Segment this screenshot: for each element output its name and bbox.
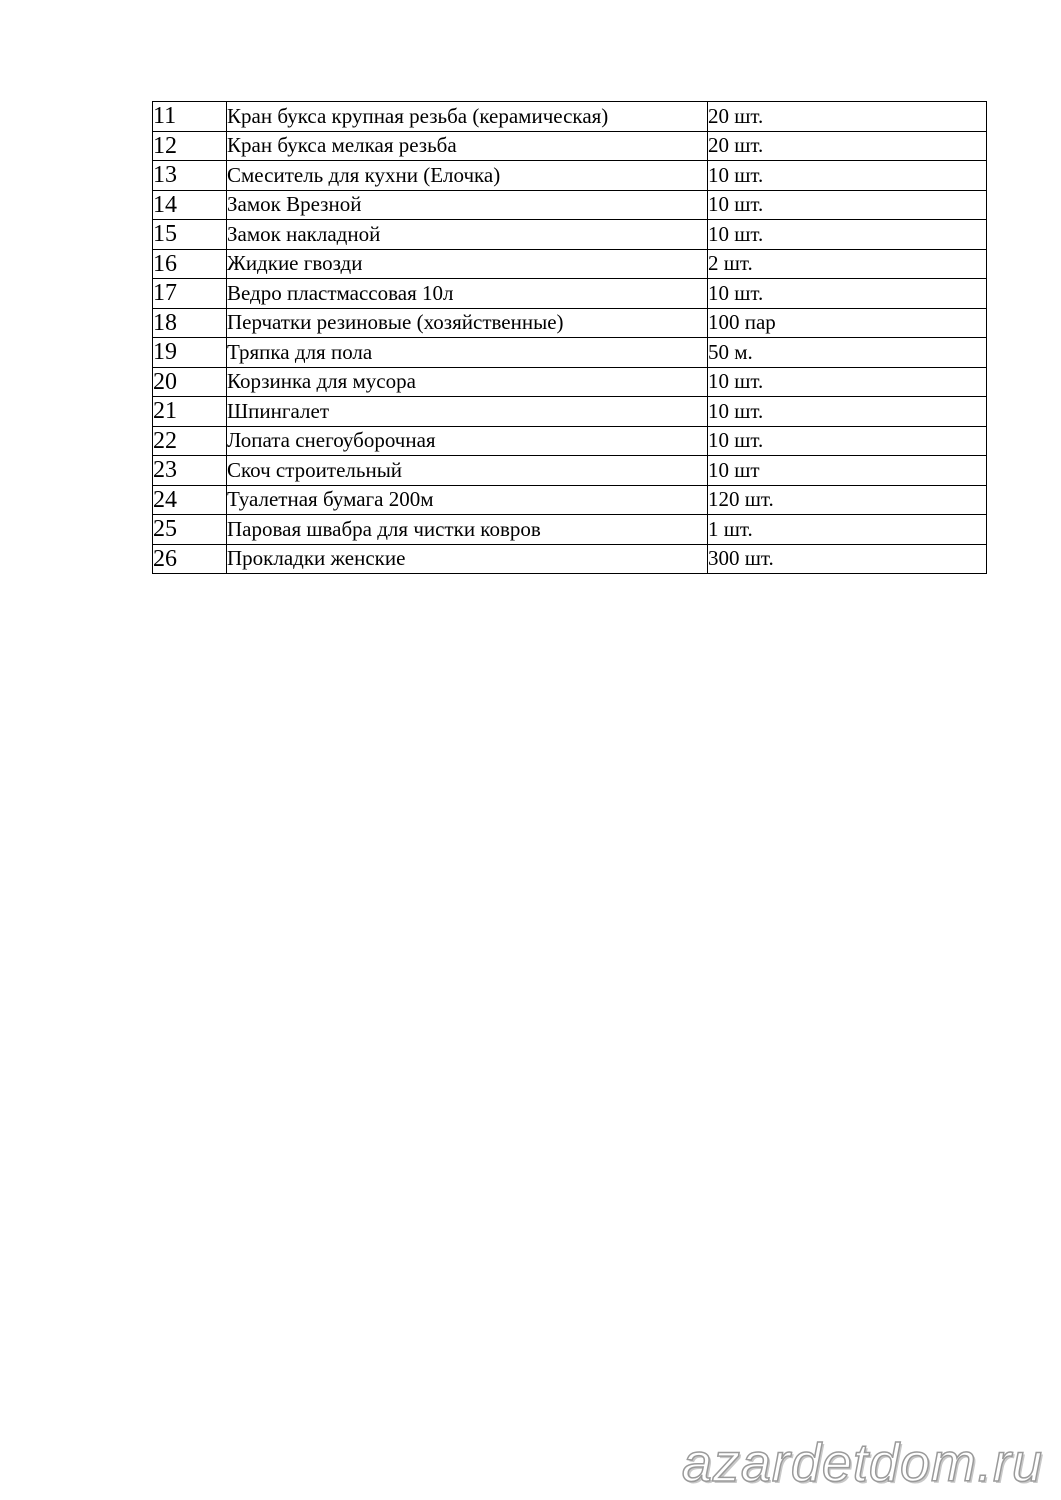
item-name: Тряпка для пола [227, 338, 708, 368]
item-quantity: 300 шт. [708, 544, 987, 574]
item-quantity: 50 м. [708, 338, 987, 368]
row-number: 19 [153, 338, 227, 368]
row-number: 16 [153, 249, 227, 279]
item-quantity: 1 шт. [708, 515, 987, 545]
supplies-table-body [153, 102, 987, 574]
item-quantity: 10 шт. [708, 161, 987, 191]
table-row [153, 338, 987, 368]
table-row [153, 544, 987, 574]
item-name: Замок Врезной [227, 190, 708, 220]
row-number: 18 [153, 308, 227, 338]
row-number: 26 [153, 544, 227, 574]
item-name: Жидкие гвозди [227, 249, 708, 279]
item-name: Лопата снегоуборочная [227, 426, 708, 456]
row-number: 14 [153, 190, 227, 220]
table-row [153, 249, 987, 279]
table-row [153, 397, 987, 427]
item-name: Туалетная бумага 200м [227, 485, 708, 515]
item-quantity: 10 шт. [708, 279, 987, 309]
row-number: 21 [153, 397, 227, 427]
table-row [153, 190, 987, 220]
table-row [153, 279, 987, 309]
item-name: Замок накладной [227, 220, 708, 250]
item-quantity: 100 пар [708, 308, 987, 338]
item-quantity: 10 шт. [708, 190, 987, 220]
item-quantity: 10 шт [708, 456, 987, 486]
row-number: 15 [153, 220, 227, 250]
row-number: 23 [153, 456, 227, 486]
item-name: Скоч строительный [227, 456, 708, 486]
table-row [153, 456, 987, 486]
item-name: Перчатки резиновые (хозяйственные) [227, 308, 708, 338]
item-quantity: 10 шт. [708, 367, 987, 397]
item-name: Шпингалет [227, 397, 708, 427]
item-name: Паровая швабра для чистки ковров [227, 515, 708, 545]
row-number: 20 [153, 367, 227, 397]
item-quantity: 2 шт. [708, 249, 987, 279]
table-row [153, 485, 987, 515]
table-row [153, 161, 987, 191]
item-quantity: 10 шт. [708, 220, 987, 250]
table-row [153, 220, 987, 250]
item-name: Кран букса крупная резьба (керамическая) [227, 102, 708, 132]
row-number: 24 [153, 485, 227, 515]
table-row [153, 426, 987, 456]
row-number: 17 [153, 279, 227, 309]
row-number: 25 [153, 515, 227, 545]
supplies-table [152, 101, 987, 574]
item-quantity: 10 шт. [708, 397, 987, 427]
row-number: 22 [153, 426, 227, 456]
item-quantity: 120 шт. [708, 485, 987, 515]
table-row [153, 308, 987, 338]
row-number: 11 [153, 102, 227, 132]
item-quantity: 20 шт. [708, 102, 987, 132]
site-watermark: azardetdom.ru [681, 1433, 1043, 1493]
table-row [153, 102, 987, 132]
item-name: Смеситель для кухни (Елочка) [227, 161, 708, 191]
item-quantity: 10 шт. [708, 426, 987, 456]
item-name: Ведро пластмассовая 10л [227, 279, 708, 309]
row-number: 13 [153, 161, 227, 191]
table-row [153, 367, 987, 397]
table-row [153, 515, 987, 545]
item-quantity: 20 шт. [708, 131, 987, 161]
table-row [153, 131, 987, 161]
item-name: Прокладки женские [227, 544, 708, 574]
item-name: Кран букса мелкая резьба [227, 131, 708, 161]
item-name: Корзинка для мусора [227, 367, 708, 397]
row-number: 12 [153, 131, 227, 161]
